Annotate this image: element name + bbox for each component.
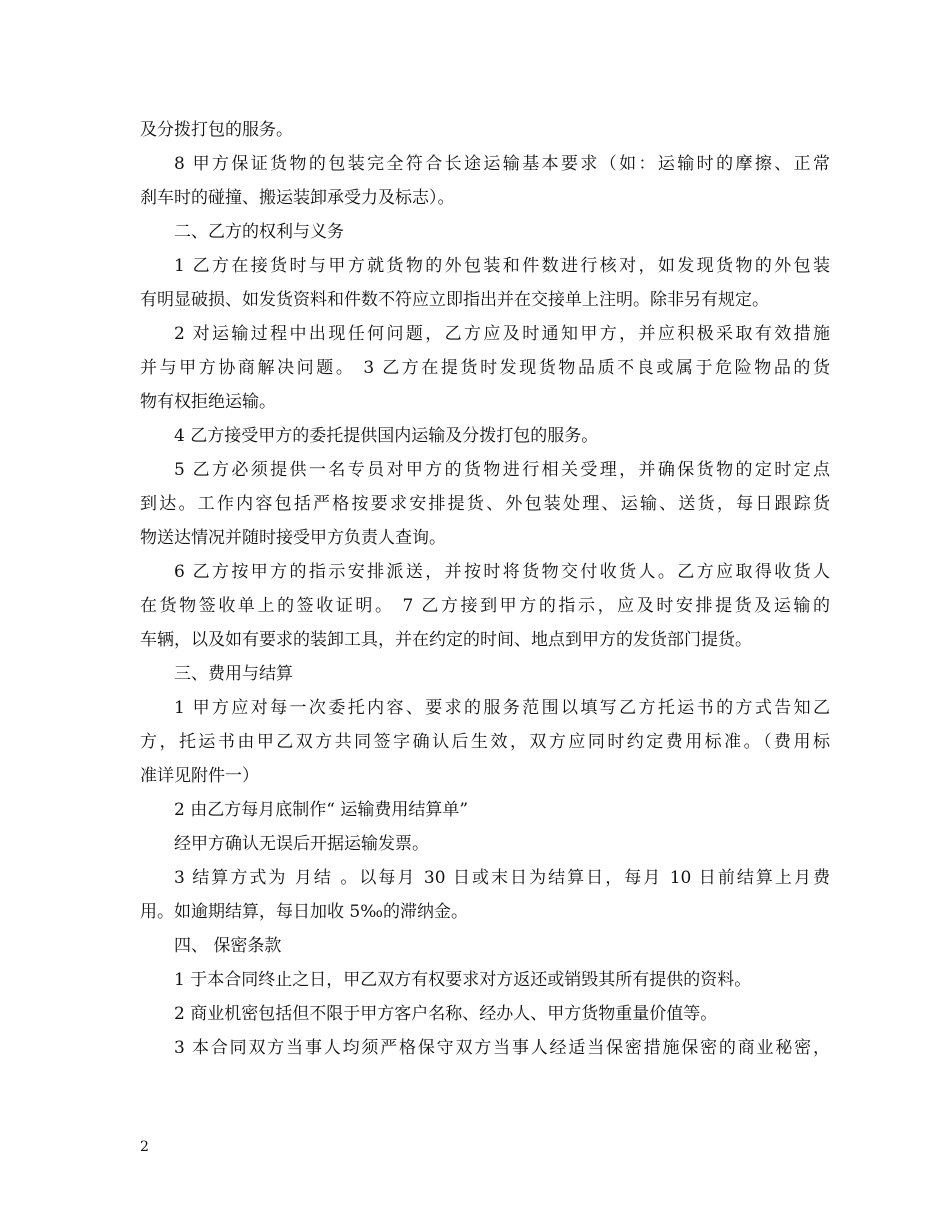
text-line: 三、费用与结算 xyxy=(174,664,293,684)
text-line: 物送达情况并随时接受甲方负责人查询。 xyxy=(140,528,446,548)
document-body xyxy=(140,113,830,1065)
text-line: 经甲方确认无误后开据运输发票。 xyxy=(174,834,429,854)
text-line: 及分拨打包的服务。 xyxy=(140,120,293,140)
text-line: 二、乙方的权利与义务 xyxy=(174,222,344,242)
text-line: 5 乙方必须提供一名专员对甲方的货物进行相关受理，并确保货物的定时定点 xyxy=(174,460,830,480)
text-line: 四、 保密条款 xyxy=(174,936,282,956)
text-line: 并与甲方协商解决问题。 3 乙方在提货时发现货物品质不良或属于危险物品的货 xyxy=(140,358,830,378)
text-line: 车辆，以及如有要求的装卸工具，并在约定的时间、地点到甲方的发货部门提货。 xyxy=(140,630,752,650)
text-line: 3 本合同双方当事人均须严格保守双方当事人经适当保密措施保密的商业秘密， xyxy=(174,1038,830,1058)
text-line: 1 乙方在接货时与甲方就货物的外包装和件数进行核对，如发现货物的外包装 xyxy=(174,256,830,276)
text-line: 准详见附件一） xyxy=(140,766,259,786)
text-line: 2 商业机密包括但不限于甲方客户名称、经办人、甲方货物重量价值等。 xyxy=(174,1004,718,1024)
text-line: 方，托运书由甲乙双方共同签字确认后生效，双方应同时约定费用标准。（费用标 xyxy=(140,732,830,752)
text-line: 到达。工作内容包括严格按要求安排提货、外包装处理、运输、送货，每日跟踪货 xyxy=(140,494,830,514)
text-line: 2 对运输过程中出现任何问题，乙方应及时通知甲方，并应积极采取有效措施 xyxy=(174,324,830,344)
text-line: 在货物签收单上的签收证明。 7 乙方接到甲方的指示，应及时安排提货及运输的 xyxy=(140,596,830,616)
text-line: 1 甲方应对每一次委托内容、要求的服务范围以填写乙方托运书的方式告知乙 xyxy=(174,698,830,718)
text-line: 3 结算方式为 月结 。以每月 30 日或末日为结算日，每月 10 日前结算上月费 xyxy=(174,868,830,888)
text-line: 1 于本合同终止之日，甲乙双方有权要求对方返还或销毁其所有提供的资料。 xyxy=(174,970,752,990)
text-line: 物有权拒绝运输。 xyxy=(140,392,276,412)
text-line: 8 甲方保证货物的包装完全符合长途运输基本要求（如：运输时的摩擦、正常 xyxy=(174,154,830,174)
text-line: 6 乙方按甲方的指示安排派送，并按时将货物交付收货人。乙方应取得收货人 xyxy=(174,562,830,582)
page-number: 2 xyxy=(140,1139,149,1155)
text-line: 用。如逾期结算，每日加收 5‰的滞纳金。 xyxy=(140,902,469,922)
text-line: 有明显破损、如发货资料和件数不符应立即指出并在交接单上注明。除非另有规定。 xyxy=(140,290,769,310)
text-line: 2 由乙方每月底制作“ 运输费用结算单” xyxy=(174,800,469,820)
text-line: 4 乙方接受甲方的委托提供国内运输及分拨打包的服务。 xyxy=(174,426,599,446)
text-line: 刹车时的碰撞、搬运装卸承受力及标志）。 xyxy=(140,188,455,208)
